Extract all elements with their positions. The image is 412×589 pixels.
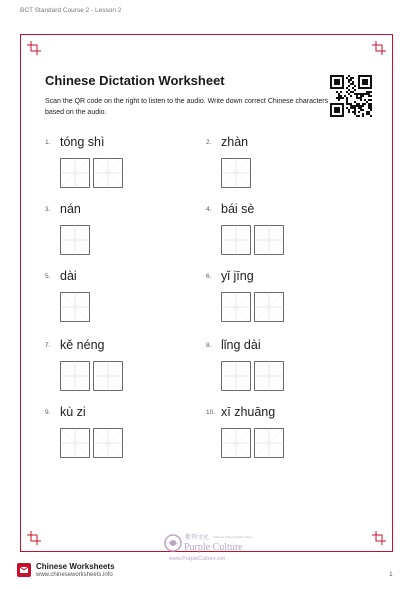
answer-boxes	[60, 158, 123, 188]
footer-url[interactable]: www.chineseworksheets.info	[36, 572, 113, 578]
item-number: 4.	[206, 206, 212, 213]
chinese-worksheets-logo-icon	[17, 563, 31, 577]
character-box[interactable]	[60, 428, 90, 458]
item-number: 1.	[45, 139, 51, 146]
character-box[interactable]	[60, 158, 90, 188]
item-number: 7.	[45, 342, 51, 349]
header-caption: BCT Standard Course 2 - Lesson 2	[20, 7, 122, 14]
item-pinyin: xī zhuāng	[221, 405, 276, 419]
character-box[interactable]	[221, 158, 251, 188]
answer-boxes	[221, 361, 284, 391]
item-number: 10.	[206, 409, 216, 416]
item-pinyin: lǐng dài	[221, 338, 261, 352]
answer-boxes	[60, 225, 90, 255]
item-pinyin: zhàn	[221, 135, 249, 149]
item-number: 5.	[45, 273, 51, 280]
item-pinyin: kě néng	[60, 338, 105, 352]
character-box[interactable]	[221, 292, 251, 322]
character-box[interactable]	[254, 428, 284, 458]
item-pinyin: nán	[60, 202, 81, 216]
answer-boxes	[221, 158, 251, 188]
item-pinyin: kù zi	[60, 405, 86, 419]
answer-boxes	[221, 428, 284, 458]
item-pinyin: yǐ jīng	[221, 269, 254, 283]
character-box[interactable]	[221, 428, 251, 458]
item-pinyin: dài	[60, 269, 77, 283]
item-number: 8.	[206, 342, 212, 349]
qr-code-icon[interactable]	[330, 75, 372, 117]
purple-culture-logo-icon	[165, 535, 181, 551]
worksheet-instructions: Scan the QR code on the right to listen to the audio. Write down correct Chinese characters based on the audio.	[45, 98, 329, 116]
character-box[interactable]	[221, 225, 251, 255]
item-number: 2.	[206, 139, 212, 146]
item-pinyin: tóng shì	[60, 135, 105, 149]
item-pinyin: bái sè	[221, 202, 255, 216]
character-box[interactable]	[60, 361, 90, 391]
character-box[interactable]	[254, 225, 284, 255]
character-box[interactable]	[93, 361, 123, 391]
character-box[interactable]	[93, 428, 123, 458]
purple-culture-watermark	[163, 530, 303, 564]
answer-boxes	[221, 225, 284, 255]
character-box[interactable]	[254, 361, 284, 391]
corner-ornament-icon	[372, 41, 386, 55]
answer-boxes	[60, 292, 90, 322]
character-box[interactable]	[60, 225, 90, 255]
watermark-brand: Purple Culture	[184, 542, 243, 553]
character-box[interactable]	[60, 292, 90, 322]
watermark-chinese: 紫荆文化	[185, 534, 210, 541]
worksheet-title: Chinese Dictation Worksheet	[45, 73, 225, 88]
item-number: 3.	[45, 206, 51, 213]
character-box[interactable]	[93, 158, 123, 188]
answer-boxes	[221, 292, 284, 322]
corner-ornament-icon	[27, 41, 41, 55]
watermark-url: www.PurpleCulture.net	[169, 556, 225, 562]
character-box[interactable]	[254, 292, 284, 322]
item-number: 9.	[45, 409, 51, 416]
footer-brand: Chinese Worksheets	[36, 562, 115, 571]
page-number: 1	[389, 571, 393, 578]
corner-ornament-icon	[27, 531, 41, 545]
item-number: 6.	[206, 273, 212, 280]
answer-boxes	[60, 361, 123, 391]
watermark-small-text: Chinese Culture Online Shop	[213, 535, 252, 539]
character-box[interactable]	[221, 361, 251, 391]
answer-boxes	[60, 428, 123, 458]
corner-ornament-icon	[372, 531, 386, 545]
